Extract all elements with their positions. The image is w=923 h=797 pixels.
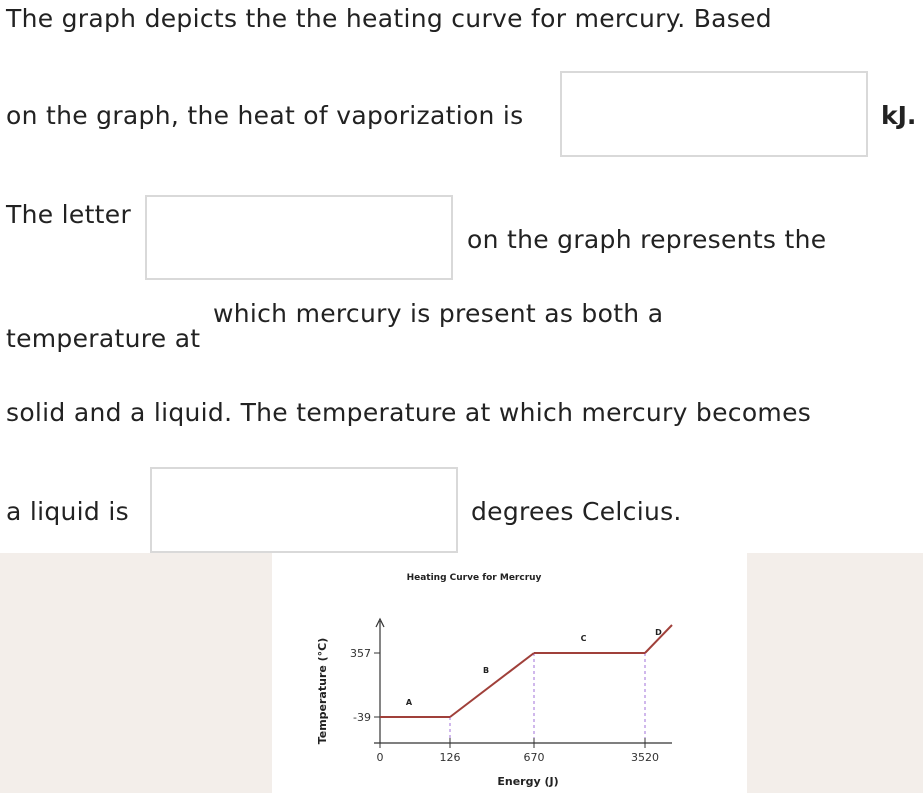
unit-kj-label: kJ. [881,101,917,130]
question-line-5: solid and a liquid. The temperature at which mercury becomes [6,398,812,427]
melting-temperature-input[interactable] [150,467,458,553]
segment-label-C: C [580,634,587,643]
y-axis-label: Temperature (°C) [316,637,329,745]
segment-label-D: D [655,628,662,637]
question-line-6a: a liquid is [6,497,129,526]
question-line-6b: degrees Celcius. [471,497,682,526]
x-axis-label: Energy (J) [497,775,559,788]
heating-curve-chart [272,553,747,793]
question-line-3a: The letter [6,200,132,229]
segment-label-B: B [482,666,490,675]
question-line-4b: which mercury is present as both a [213,299,664,328]
x-tick-label-126: 126 [439,751,461,764]
y-tick-label--39: -39 [353,711,371,724]
question-line-2: on the graph, the heat of vaporization is [6,101,524,130]
heating-curve-figure [272,553,747,793]
x-tick-label-3520: 3520 [631,751,659,764]
question-line-1: The graph depicts the the heating curve for mercury. Based [6,4,772,33]
heat-of-vaporization-input[interactable] [560,71,868,157]
y-tick-label-357: 357 [350,647,371,660]
letter-input[interactable] [145,195,453,280]
question-line-3b: on the graph represents the [467,225,827,254]
chart-title: Heating Curve for Mercruy [406,573,542,583]
x-tick-label-670: 670 [523,751,545,764]
segment-label-A: A [405,698,413,707]
curve-segment-B [450,653,534,717]
x-tick-label-0: 0 [376,751,384,764]
question-line-4a: temperature at [6,324,201,353]
